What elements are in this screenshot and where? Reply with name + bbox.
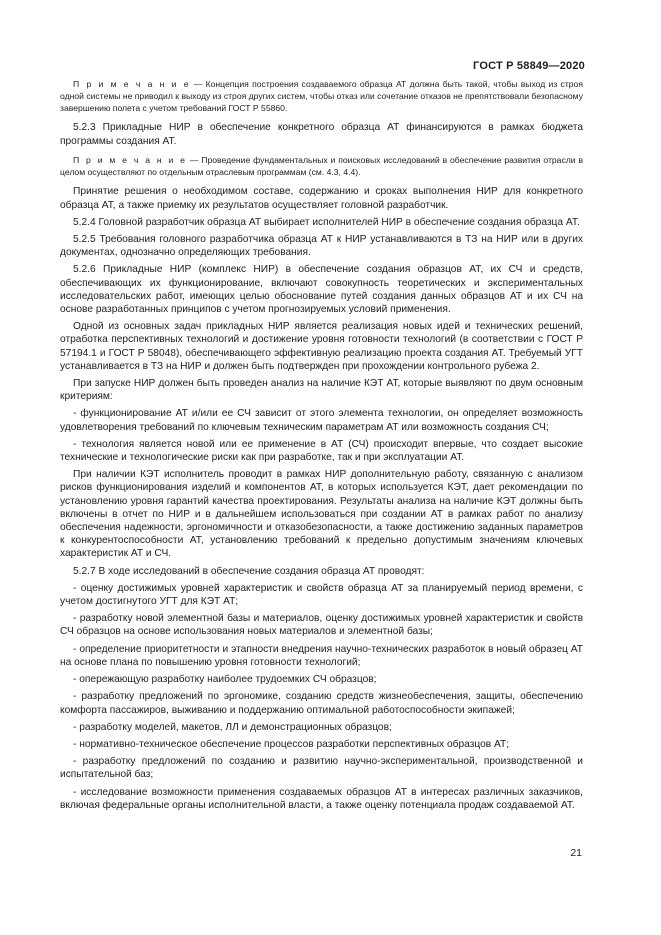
note-label: П р и м е ч а н и е bbox=[73, 154, 187, 165]
paragraph-decision: Принятие решения о необходимом составе, содержанию и сроках выполнения НИР для конкретного образца АТ, а также приемку их результатов осуществляет головной разработчик. bbox=[60, 186, 583, 211]
clause-5-2-7: 5.2.7 В ходе исследований в обеспечение создания образца АТ проводят: bbox=[73, 565, 425, 577]
list-item: - опережающую разработку наиболее трудоемких СЧ образцов; bbox=[73, 674, 377, 686]
note-paragraph bbox=[60, 79, 583, 114]
clause-5-2-6: 5.2.6 Прикладные НИР (комплекс НИР) в обеспечение создания образцов АТ, их СЧ и средств, обеспечивающих их функционирование, включают совокупность теоретических и экспериментальных исследовательских работ, имеющих целью обоснование путей создания данных образцов АТ и их СЧ на основе разработанных принципов с учетом прогнозируемых условий применения. bbox=[60, 264, 583, 316]
list-item: - разработку предложений по эргономике, созданию средств жизнеобеспечения, защиты, обеспечению комфорта пассажиров, выживанию и поддержанию оптимальной работоспособности экипажей; bbox=[60, 691, 583, 716]
clause-5-2-4: 5.2.4 Головной разработчик образца АТ выбирает исполнителей НИР в обеспечение создания образца АТ. bbox=[73, 216, 580, 228]
paragraph-tasks: Одной из основных задач прикладных НИР является реализация новых идей и технических решений, отработка перспективных технологий и достижение уровня готовности технологий (в соответствии с ГОСТ Р 57194.1 и ГОСТ Р 58048), обеспечивающего эффективную реализацию проекта создания АТ. Требуемый УГТ устанавливается в ТЗ на НИР и должен быть подтвержден при прохождении контрольного рубежа 2. bbox=[60, 321, 583, 372]
list-item: - нормативно-техническое обеспечение процессов разработки перспективных образцов АТ; bbox=[73, 738, 510, 750]
note-paragraph bbox=[60, 155, 583, 179]
list-item: - оценку достижимых уровней характеристик и свойств образца АТ за планируемый период времени, с учетом достигнутого УГТ для КЭТ АТ; bbox=[60, 582, 583, 608]
list-item: - разработку моделей, макетов, ЛЛ и демонстрационных образцов; bbox=[73, 721, 392, 733]
list-item: - определение приоритетности и этапности внедрения научно-технических разработок в новый образец АТ на основе плана по повышению уровня готовности технологий; bbox=[60, 643, 583, 668]
clause-5-2-3: 5.2.3 Прикладные НИР в обеспечение конкретного образца АТ финансируются в рамках бюджета программы создания АТ. bbox=[60, 122, 583, 147]
paragraph-ket: При наличии КЭТ исполнитель проводит в рамках НИР дополнительную работу, связанную с анализом рисков функционирования изделий и компонентов АТ, в которых используется КЭТ, дает рекомендации по установлению уровня гарантий качества проектирования. Результаты анализа на наличие КЭТ должны быть включены в отчет по НИР и в дальнейшем использоваться при создании АТ в рамках работ по анализу обеспечения надежности, эргономичности и отказобезопасности, а также достижению заданных параметров к конкурентоспособности АТ, установлению требований к предельно допустимым значениям ключевых характеристик АТ и СЧ. bbox=[60, 469, 583, 560]
page-body bbox=[60, 79, 583, 812]
list-item: - разработку новой элементной базы и материалов, оценку достижимых уровней характеристик и свойств СЧ образцов на основе использования новых материалов и элементной базы; bbox=[60, 613, 583, 638]
list-item: - разработку предложений по созданию и развитию научно-экспериментальной, производственной и испытательной баз; bbox=[60, 756, 583, 781]
list-item: - исследование возможности применения создаваемых образцов АТ в интересах различных заказчиков, включая федеральные органы исполнительной власти, а также оценку потенциала продаж создаваемой АТ. bbox=[60, 786, 583, 811]
clause-5-2-5: 5.2.5 Требования головного разработчика образца АТ к НИР устанавливаются в ТЗ на НИР или в других документах, однозначно определяющих требования. bbox=[60, 234, 583, 259]
paragraph-launch: При запуске НИР должен быть проведен анализ на наличие КЭТ АТ, которые выявляют по двум основным критериям: bbox=[60, 378, 583, 403]
standard-designation: ГОСТ Р 58849—2020 bbox=[473, 60, 585, 72]
note-label: П р и м е ч а н и е bbox=[73, 79, 191, 89]
note-text: — Концепция построения создаваемого образца АТ должна быть такой, чтобы выход из строя одной системы не приводил к выходу из строя других систем, чтобы отказ или сочетание отказов не препятствовали безопасному завершению полета с учетом требований ГОСТ Р 55860. bbox=[60, 79, 583, 113]
criteria-item: - технология является новой или ее применение в АТ (СЧ) происходит впервые, что создает высокие технические и технологические риски как при разработке, так и при эксплуатации АТ. bbox=[60, 438, 583, 464]
note-text: — Проведение фундаментальных и поисковых исследований в обеспечение развития отрасли в целом осуществляют по отдельным отраслевым программам (см. 4.3, 4.4). bbox=[60, 154, 584, 177]
page-number: 21 bbox=[570, 847, 582, 859]
criteria-item: - функционирование АТ и/или ее СЧ зависит от этого элемента технологии, он определяет возможность удовлетворения требований по ключевым техническим параметрам АТ или возможность создания СЧ; bbox=[60, 408, 583, 433]
